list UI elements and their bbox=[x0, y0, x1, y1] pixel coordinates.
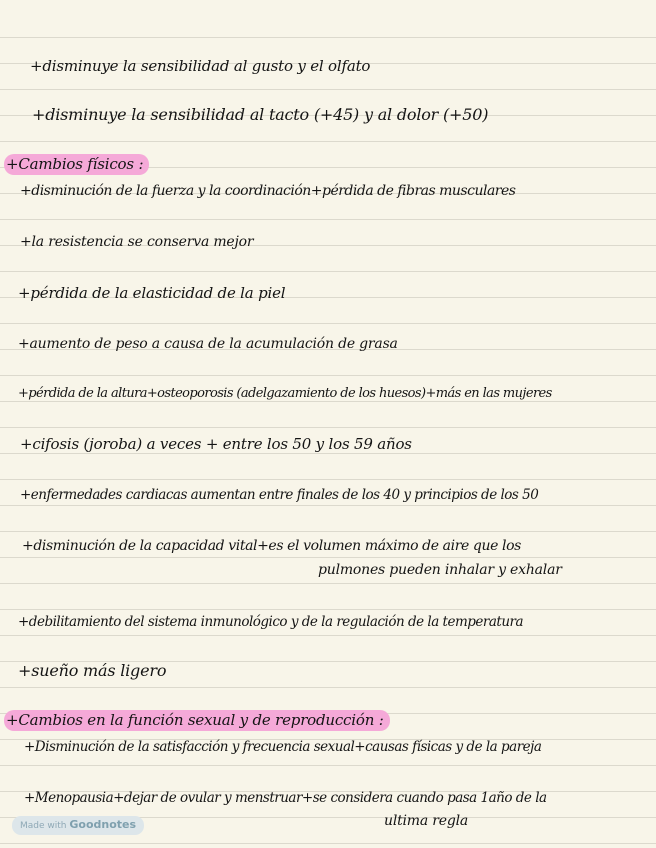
section-heading-sexual bbox=[0, 710, 656, 731]
note-text: +sueño más ligero bbox=[18, 661, 167, 680]
note-line bbox=[0, 334, 656, 354]
note-line bbox=[0, 661, 656, 681]
note-line bbox=[0, 56, 656, 76]
note-text: +cifosis (joroba) a veces + entre los 50 y los 59 años bbox=[20, 435, 412, 453]
heading-highlight: +Cambios en la función sexual y de reproducción : bbox=[4, 710, 390, 731]
note-line bbox=[0, 181, 656, 201]
note-line bbox=[0, 788, 656, 808]
note-text: +enfermedades cardiacas aumentan entre finales de los 40 y principios de los 50 bbox=[20, 487, 539, 503]
made-with-badge[interactable] bbox=[12, 816, 144, 835]
note-line bbox=[0, 105, 656, 125]
note-line bbox=[0, 536, 656, 556]
note-text: +disminución de la fuerza y la coordinación+pérdida de fibras musculares bbox=[20, 183, 516, 199]
note-line bbox=[0, 485, 656, 505]
note-line bbox=[0, 232, 656, 252]
note-line bbox=[0, 737, 656, 757]
note-line bbox=[0, 612, 656, 632]
note-text: +aumento de peso a causa de la acumulación de grasa bbox=[18, 336, 398, 352]
note-text: ultima regla bbox=[384, 813, 469, 829]
note-line bbox=[0, 434, 656, 454]
note-text: +pérdida de la altura+osteoporosis (adelgazamiento de los huesos)+más en las mujeres bbox=[18, 386, 552, 401]
note-text: +disminuye la sensibilidad al tacto (+45) y al dolor (+50) bbox=[32, 105, 489, 124]
note-text: +la resistencia se conserva mejor bbox=[20, 234, 254, 250]
heading-highlight: +Cambios físicos : bbox=[4, 154, 149, 175]
badge-prefix: Made with bbox=[20, 821, 67, 831]
note-text: +disminuye la sensibilidad al gusto y el olfato bbox=[30, 57, 371, 75]
note-line-continued bbox=[0, 560, 656, 580]
note-line bbox=[0, 384, 656, 404]
note-text: +pérdida de la elasticidad de la piel bbox=[18, 284, 286, 302]
badge-brand: Goodnotes bbox=[69, 818, 137, 831]
section-heading-physical bbox=[0, 154, 656, 175]
note-text: +Menopausia+dejar de ovular y menstruar+se considera cuando pasa 1año de la bbox=[24, 790, 547, 806]
note-text: pulmones pueden inhalar y exhalar bbox=[318, 562, 562, 578]
note-line bbox=[0, 283, 656, 303]
note-text: +Disminución de la satisfacción y frecuencia sexual+causas físicas y de la pareja bbox=[24, 739, 542, 755]
note-text: +disminución de la capacidad vital+es el volumen máximo de aire que los bbox=[22, 538, 521, 554]
note-text: +debilitamiento del sistema inmunológico y de la regulación de la temperatura bbox=[18, 614, 524, 630]
